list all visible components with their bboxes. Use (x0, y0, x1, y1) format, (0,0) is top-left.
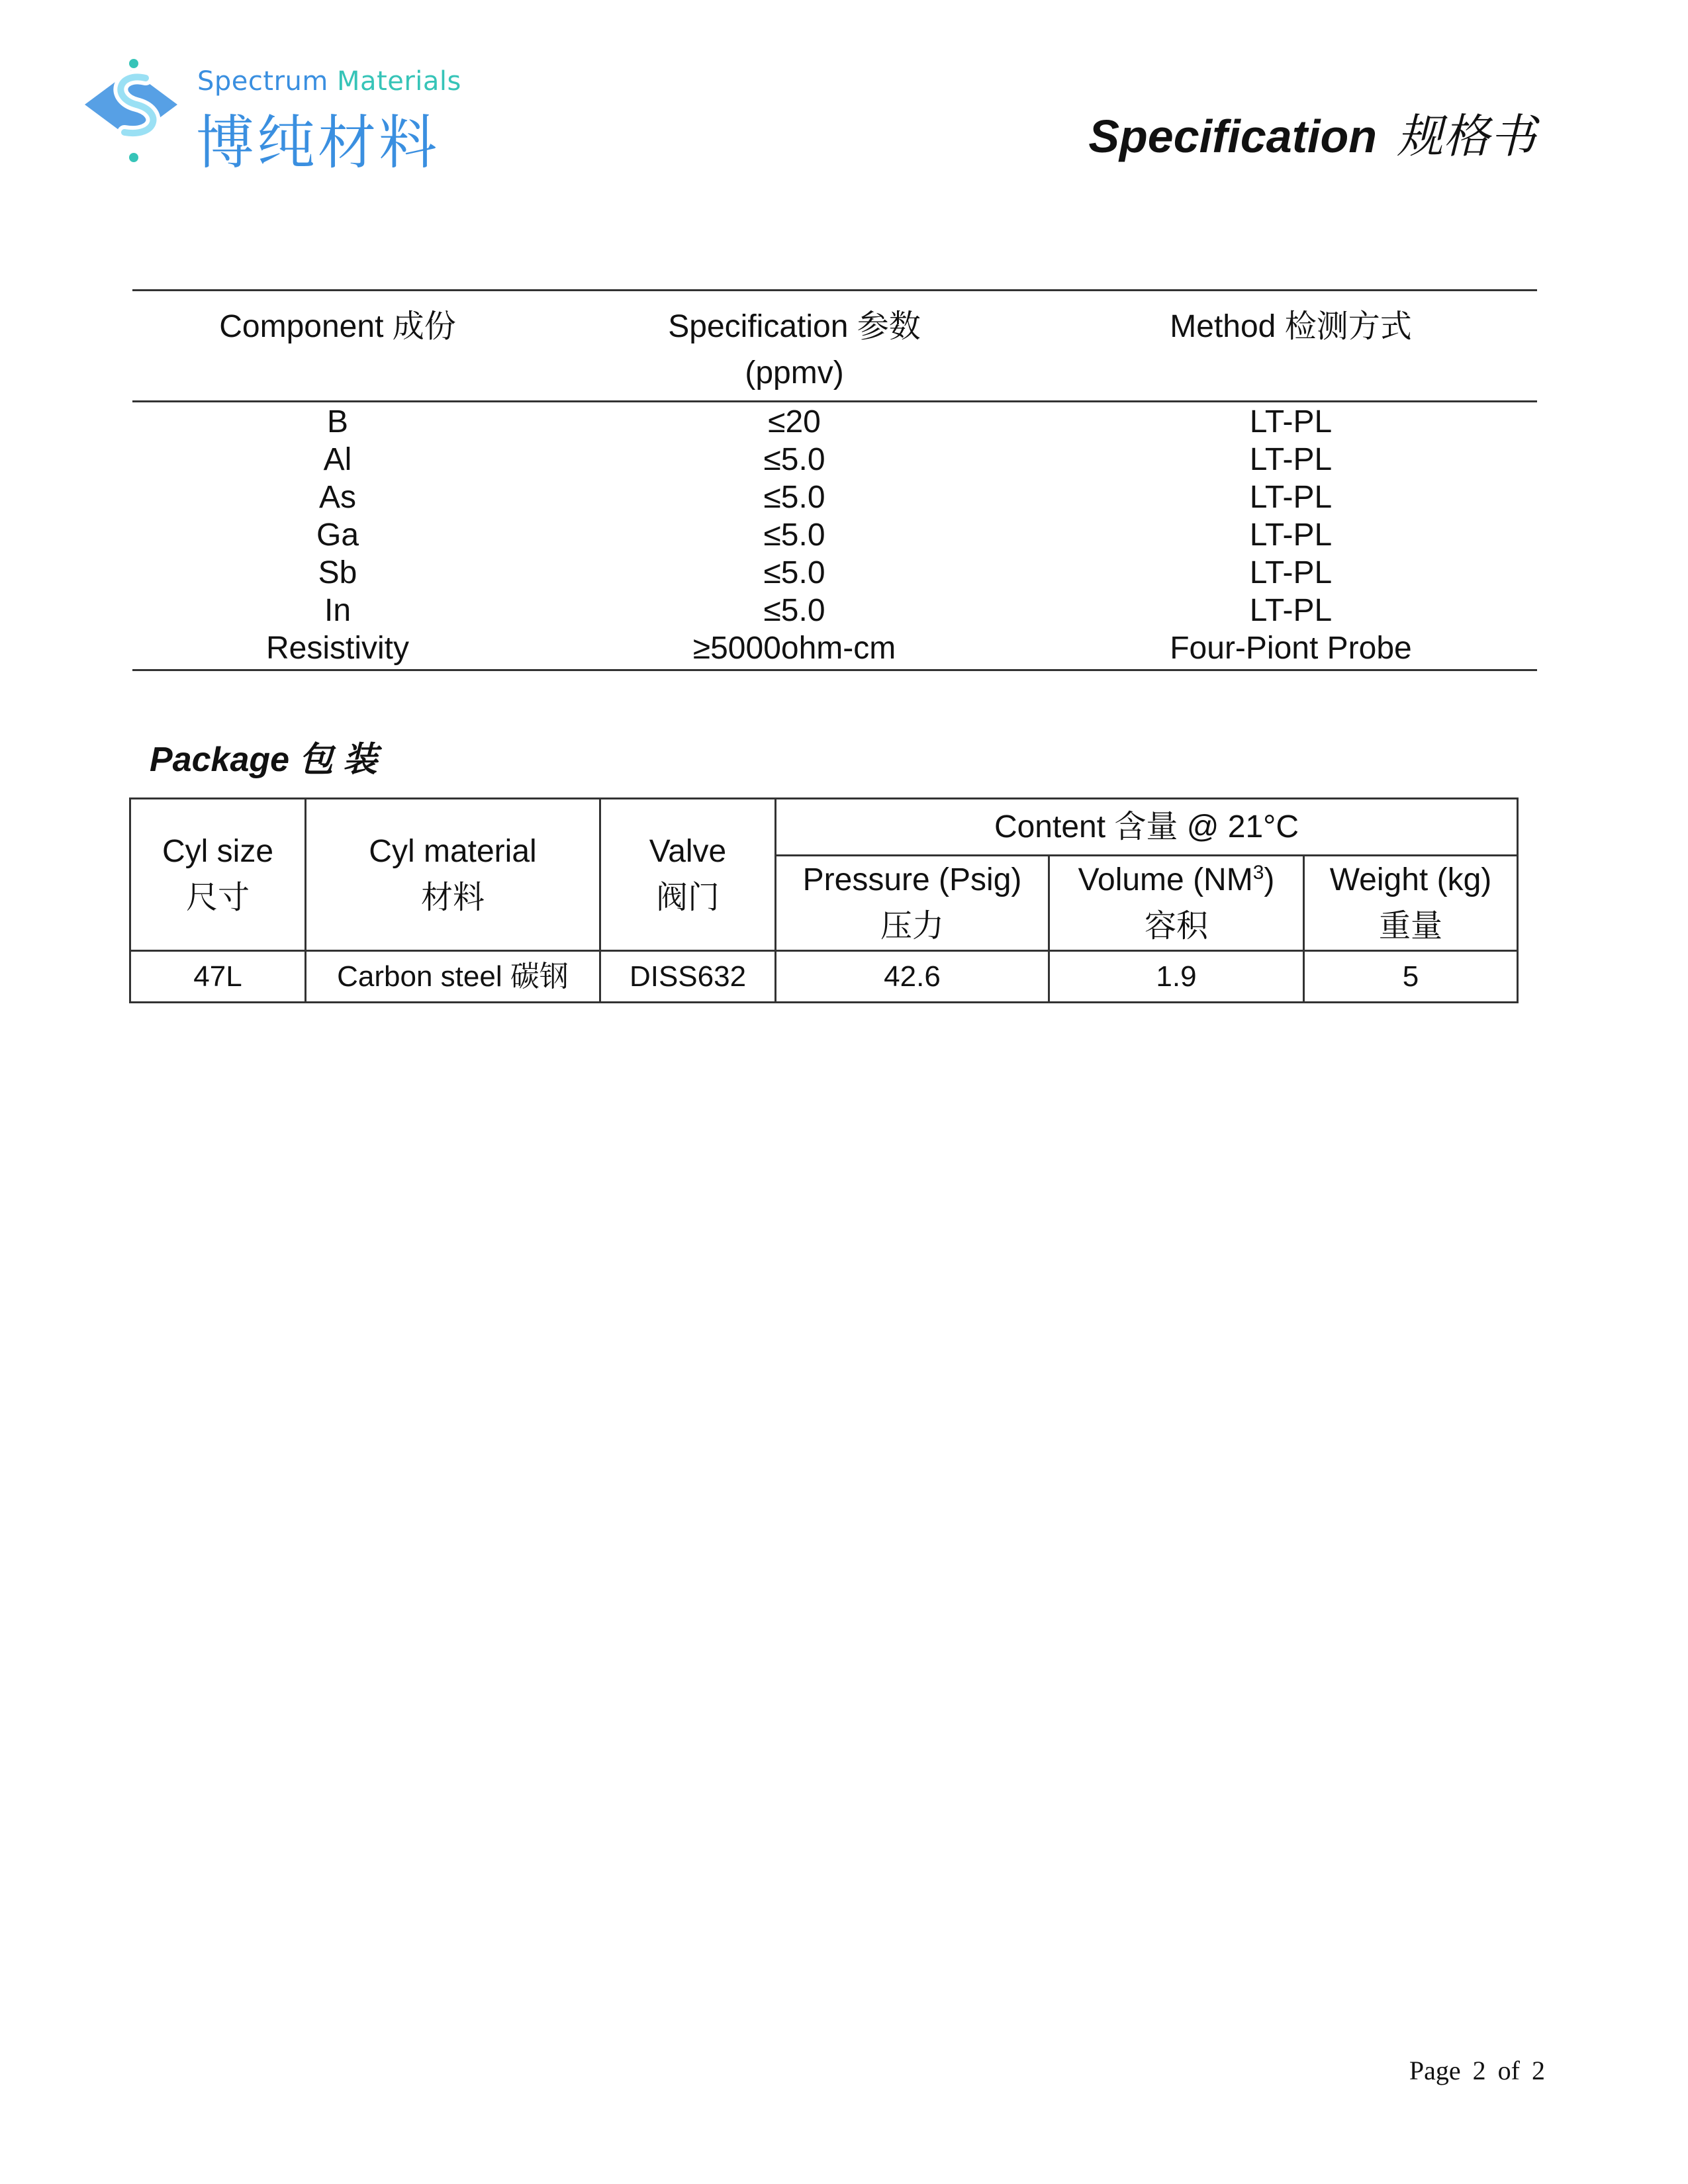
table-row (130, 951, 1518, 1003)
header-method: Method 检测方式 (1170, 309, 1412, 344)
header-pressure: Pressure (Psig) 压力 (776, 856, 1049, 951)
header-valve: Valve 阀门 (600, 799, 776, 951)
logo-english: Spectrum Materials (197, 66, 461, 97)
table-row: Al ≤5.0 LT-PL (323, 442, 1333, 477)
cell-cyl-material: Carbon steel 碳钢 (306, 951, 600, 1003)
cell-pressure: 42.6 (776, 951, 1049, 1003)
table-rule-header (132, 400, 1537, 402)
table-row: B ≤20 LT-PL (326, 404, 1333, 439)
header-content: Content 含量 @ 21°C (776, 799, 1518, 856)
logo-chinese: 博纯材料 (196, 109, 440, 177)
cell-valve: DISS632 (600, 951, 776, 1003)
company-logo (85, 58, 461, 177)
header-cyl-size: Cyl size 尺寸 (130, 799, 306, 951)
table-rule-bottom (132, 669, 1537, 671)
header-volume: Volume $(NM^3)$ 容积 (1049, 856, 1304, 951)
table-rule-top (132, 289, 1537, 291)
table-row: In ≤5.0 LT-PL (324, 593, 1333, 628)
table-row: Resistivity ≥5000ohm-cm Four-Piont Probe (265, 631, 1412, 666)
header-component: Component 成份 (219, 309, 456, 344)
table-row: Sb ≤5.0 LT-PL (318, 555, 1333, 590)
page-number: Page 2 of 2 (1409, 2056, 1545, 2085)
logo-mark-icon (85, 58, 197, 171)
package-table (129, 797, 1519, 1003)
cell-weight: 5 (1304, 951, 1518, 1003)
header-cyl-material: Cyl material 材料 (306, 799, 600, 951)
document-title: Specification 规格书 (1088, 111, 1536, 162)
package-heading: Package 包 装 (150, 741, 377, 779)
table-row: As ≤5.0 LT-PL (318, 480, 1333, 515)
header-weight: Weight (kg) 重量 (1304, 856, 1518, 951)
cell-cyl-size: 47L (130, 951, 306, 1003)
cell-volume: 1.9 (1049, 951, 1304, 1003)
header-specification: Specification 参数 (ppmv) (668, 309, 921, 390)
table-row: Ga ≤5.0 LT-PL (316, 518, 1333, 553)
